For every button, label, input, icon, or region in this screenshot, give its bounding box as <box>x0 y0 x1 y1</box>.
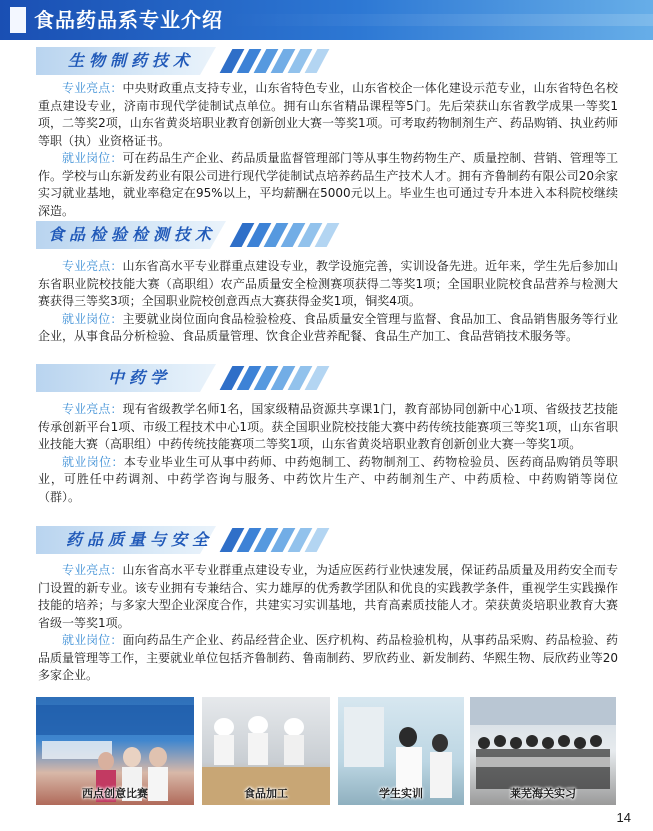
jobs-lead: 就业岗位： <box>62 454 124 469</box>
highlight-paragraph <box>38 258 618 311</box>
jobs-paragraph <box>38 632 618 685</box>
highlight-paragraph <box>38 80 618 150</box>
photo-caption: 学生实训 <box>379 787 423 800</box>
section-body-tcm <box>38 401 618 506</box>
section-stripes <box>226 366 323 390</box>
photo-student-training <box>338 697 464 805</box>
photo-caption: 食品加工 <box>244 787 288 800</box>
jobs-lead: 就业岗位： <box>62 633 123 647</box>
highlight-lead: 专业亮点： <box>62 259 123 273</box>
jobs-text: 面向药品生产企业、药品经营企业、医疗机构、药品检验机构，从事药品采购、药品检验、药品质量管理等工作，主要就业单位包括齐鲁制药、鲁南制药、罗欣药业、新发制药、华熙生物、辰欣药业等20多家企业。 <box>38 633 618 682</box>
jobs-paragraph <box>38 150 618 220</box>
section-stripes <box>226 49 323 73</box>
highlight-text: 山东省高水平专业群重点建设专业，为适应医药行业快速发展，保证药品质量及用药安全而专门设置的新专业。该专业拥有专兼结合、实力雄厚的优秀教学团队和优良的实践教学条件，重视学生实践操作技能的培养；与多家大型企业深度合作，共建实习实训基地，共育高素质技能人才。荣获黄炎培职业教育大赛省级一等奖1项。 <box>38 563 618 630</box>
highlight-lead: 专业亮点： <box>62 81 123 95</box>
jobs-lead: 就业岗位： <box>62 311 123 326</box>
jobs-paragraph <box>38 311 618 346</box>
page-title: 食品药品系专业介绍 <box>34 8 223 32</box>
highlight-lead: 专业亮点： <box>62 563 123 577</box>
highlight-paragraph <box>38 562 618 632</box>
section-title: 生物制药技术 <box>68 51 195 70</box>
section-body-biopharma <box>38 80 618 220</box>
section-title: 药品质量与安全 <box>66 530 214 549</box>
photo-caption: 西点创意比赛 <box>82 787 148 800</box>
jobs-text: 本专业毕业生可从事中药师、中药炮制工、药物制剂工、药物检验员、医药商品购销员等职业，可胜任中药调剂、中药学咨询与服务、中药饮片生产、中药制剂生产、中药质检、中药购销等岗位（群）。 <box>38 454 618 504</box>
highlight-text: 中央财政重点支持专业，山东省特色专业，山东省校企一体化建设示范专业，山东省特色名校重点建设专业，济南市现代学徒制试点单位。拥有山东省精品课程等5门。先后荣获山东省教学成果一等奖1项，二等奖2项，山东省黄炎培职业教育创新创业大赛一等奖1项。可考取药物制剂生产、药品购销、执业药师等职（执）业资格证书。 <box>38 81 618 148</box>
page-header <box>0 0 653 40</box>
header-accent-block <box>10 7 26 33</box>
photo-customs-internship <box>470 697 616 805</box>
highlight-text: 现有省级教学名师1名，国家级精品资源共享课1门，教育部协同创新中心1项、省级技艺技能传承创新平台1项、市级工程技术中心1项。获全国职业院校技能大赛中药传统技能赛项三等奖1项，山东省职业技能大赛（高职组）中药传统技能赛项二等奖1项，山东省黄炎培职业教育创新创业大赛一等奖1项。 <box>38 402 618 451</box>
page-number: 14 <box>616 810 631 825</box>
section-stripes <box>226 528 323 552</box>
section-stripes <box>236 223 333 247</box>
section-title: 中药学 <box>108 368 172 387</box>
section-title: 食品检验检测技术 <box>48 225 217 244</box>
photo-food-processing <box>202 697 330 805</box>
jobs-lead: 就业岗位： <box>62 151 123 165</box>
jobs-text: 主要就业岗位面向食品检验检疫、食品质量安全管理与监督、食品加工、食品销售服务等行业企业，从事食品分析检验、食品质量管理、饮食企业营养配餐、食品生产加工、食品营销技术服务等。 <box>38 311 618 343</box>
section-body-food-testing <box>38 258 618 346</box>
jobs-text: 可在药品生产企业、药品质量监督管理部门等从事生物药物生产、质量控制、营销、管理等工作。学校与山东新发药业有限公司进行现代学徒制试点培养药品生产技术人才。拥有齐鲁制药有限公司20余家实习就业基地，就业率稳定在95%以上，平均薪酬在5000元以上。毕业生也可通过专升本进入本科院校继续深造。 <box>38 151 618 218</box>
highlight-text: 山东省高水平专业群重点建设专业，教学设施完善，实训设备先进。近年来，学生先后参加山东省职业院校技能大赛（高职组）农产品质量安全检测赛项获得二等奖1项；全国职业院校食品营养与检测大赛获得三等奖3项；全国职业院校创意西点大赛获得金奖1项，铜奖4项。 <box>38 259 618 308</box>
highlight-paragraph <box>38 401 618 454</box>
jobs-paragraph <box>38 454 618 507</box>
highlight-lead: 专业亮点： <box>62 402 123 416</box>
section-body-drug-quality <box>38 562 618 685</box>
photo-caption: 莱芜海关实习 <box>510 787 576 800</box>
header-accent-band <box>225 14 653 26</box>
photo-pastry-contest <box>36 697 194 805</box>
